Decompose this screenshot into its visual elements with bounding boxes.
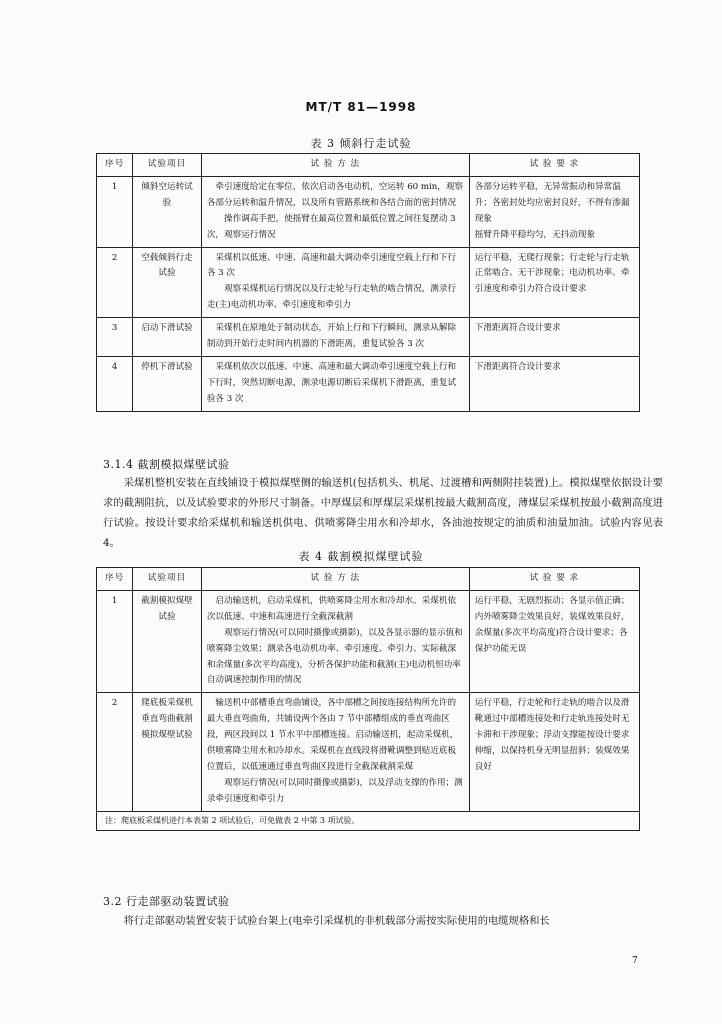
row-item: 启动下滑试验 (133, 318, 202, 357)
row-requirement: 运行平稳，无爬行现象；行走轮与行走轨正常啮合、无干涉现象；电动机功率、牵引速度和牵引力符合设计要求 (469, 247, 639, 318)
col-header-item: 试验项目 (133, 568, 202, 591)
method-paragraph: 启动输送机，启动采煤机，供喷雾降尘用水和冷却水。采煤机依次以低速、中速和高速进行全截深截割 (206, 596, 457, 622)
row-item: 截割模拟煤壁试验 (133, 591, 202, 693)
table-row (97, 318, 640, 357)
row-item: 空载倾斜行走试验 (133, 247, 202, 318)
row-method (201, 177, 469, 248)
row-requirement: 下滑距离符合设计要求 (469, 318, 639, 357)
standard-code-header: MT/T 81—1998 (305, 100, 417, 114)
method-paragraph: 采煤机以低速、中速、高速和最大调动牵引速度空载上行和下行各 3 次 (206, 252, 457, 279)
method-paragraph: 采煤机在原地处于制动状态，开始上行和下行瞬间，测录从解除制动到开始行走时间内机器的下滑距离，重复试验各 3 次 (206, 323, 457, 350)
row-requirement: 运行平稳，行走轮和行走轨的啮合以及滑靴通过中部槽连接处和行走轨连接处时无卡滞和干涉现象；浮动支撑能按设计要求伸缩，以保持机身无明显扭斜；装煤效果良好 (469, 693, 639, 811)
row-method (201, 591, 469, 693)
table-row (97, 356, 640, 411)
row-method (201, 693, 469, 811)
method-paragraph: 观察采煤机运行情况以及行走轮与行走轨的啮合情况，测录行走(主)电动机功率、牵引速度和牵引力 (206, 284, 457, 311)
col-header-item: 试验项目 (133, 154, 202, 177)
row-method (201, 247, 469, 318)
method-paragraph: 观察运行情况(可以同时摄像或摄影)，以及各显示器的显示值和喷雾降尘效果；测录各电动机功率、牵引速度、牵引力、实际截深和余煤量(多次平均高度)，分析各保护功能和截割(主)电动机恒功率自动调速控制作用的情况 (206, 627, 463, 686)
row-item: 爬底板采煤机垂直弯曲截割模拟煤壁试验 (133, 693, 202, 811)
section-3-2-body: 将行走部驱动装置安装于试验台架上(电牵引采煤机的非机载部分需按实际使用的电缆规格和长 (123, 915, 550, 927)
table3 (96, 153, 640, 412)
row-item: 倾斜空运转试验 (133, 177, 202, 248)
row-no: 1 (97, 591, 133, 693)
method-paragraph: 观察运行情况(可以同时摄像或摄影)，以及浮动支撑的作用；测录牵引速度和牵引力 (206, 777, 463, 804)
method-paragraph: 采煤机依次以低速、中速、高速和最大调动牵引速度空载上行和下行时，突然切断电源，测录电源切断后采煤机下滑距离，重复试验各 3 次 (206, 361, 457, 404)
row-requirement: 运行平稳，无剧烈振动；各显示值正确；内外喷雾降尘效果良好，装煤效果良好，余煤量(多次平均高度)符合设计要求；各保护功能无误 (469, 591, 639, 693)
section-3-1-4-title: 3.1.4 截割模拟煤壁试验 (103, 458, 230, 471)
col-header-requirement: 试 验 要 求 (469, 154, 639, 177)
row-no: 3 (97, 318, 133, 357)
method-paragraph: 牵引速度给定在零位，依次启动各电动机，空运转 60 min，观察各部分运转和温升情况，以及所有管路系统和各结合面的密封情况 (206, 182, 464, 208)
row-no: 2 (97, 247, 133, 318)
row-no: 1 (97, 177, 133, 248)
row-requirement: 各部分运转平稳，无异常振动和异常温升；各密封处均应密封良好，不得有渗漏现象 摇臂升降平稳均匀，无抖动现象 (469, 177, 639, 248)
table4-note: 注：爬底板采煤机进行本表第 2 项试验后，可免做表 2 中第 3 项试验。 (97, 811, 640, 831)
table4-caption: 表 4 截割模拟煤壁试验 (298, 550, 424, 563)
row-method (201, 318, 469, 357)
table3-header-row (97, 154, 640, 177)
table3-caption: 表 3 倾斜行走试验 (310, 137, 412, 150)
section-3-2-title: 3.2 行走部驱动装置试验 (103, 895, 230, 908)
section-3-1-4-body: 采煤机整机安装在直线铺设于模拟煤壁侧的输送机(包括机头、机尾、过渡槽和两侧附挂装置)上。模拟煤壁依据设计要求的截割阻抗，以及试验要求的外形尺寸制备。中厚煤层和厚煤层采煤机按最大截割高度，薄煤层采煤机按最小截割高度进行试验。按设计要求给采煤机和输送机供电、供喷雾降尘用水和冷却水，各油池按规定的油质和油量加油。试验内容见表 4。 (103, 477, 663, 549)
table-row (97, 591, 640, 693)
method-paragraph: 操作调高手把，使摇臂在最高位置和最低位置之间往复摆动 3 次，观察运行情况 (206, 213, 456, 240)
page-number: 7 (632, 956, 638, 966)
col-header-no: 序号 (97, 568, 133, 591)
col-header-method: 试 验 方 法 (201, 568, 469, 591)
table-row (97, 693, 640, 811)
col-header-no: 序号 (97, 154, 133, 177)
row-no: 2 (97, 693, 133, 811)
table-row (97, 177, 640, 248)
table4 (96, 567, 640, 831)
table-row (97, 247, 640, 318)
row-method (201, 356, 469, 411)
method-paragraph: 输送机中部槽垂直弯曲铺设，各中部槽之间按连接结构所允许的最大垂直弯曲角，共铺设两个各由 7 节中部槽组成的垂直弯曲区段，两区段间以 1 节水平中部槽连接。启动输送机，起动采煤机，供喷雾降尘用水和冷却水。采煤机在直线段将滑靴调整到贴近底板位置后，以低速通过垂直弯曲区段进行全截深截割采煤 (206, 698, 459, 772)
col-header-requirement: 试 验 要 求 (469, 568, 639, 591)
table4-note-row (97, 811, 640, 831)
col-header-method: 试 验 方 法 (201, 154, 469, 177)
row-no: 4 (97, 356, 133, 411)
row-requirement: 下滑距离符合设计要求 (469, 356, 639, 411)
row-item: 停机下滑试验 (133, 356, 202, 411)
table4-header-row (97, 568, 640, 591)
